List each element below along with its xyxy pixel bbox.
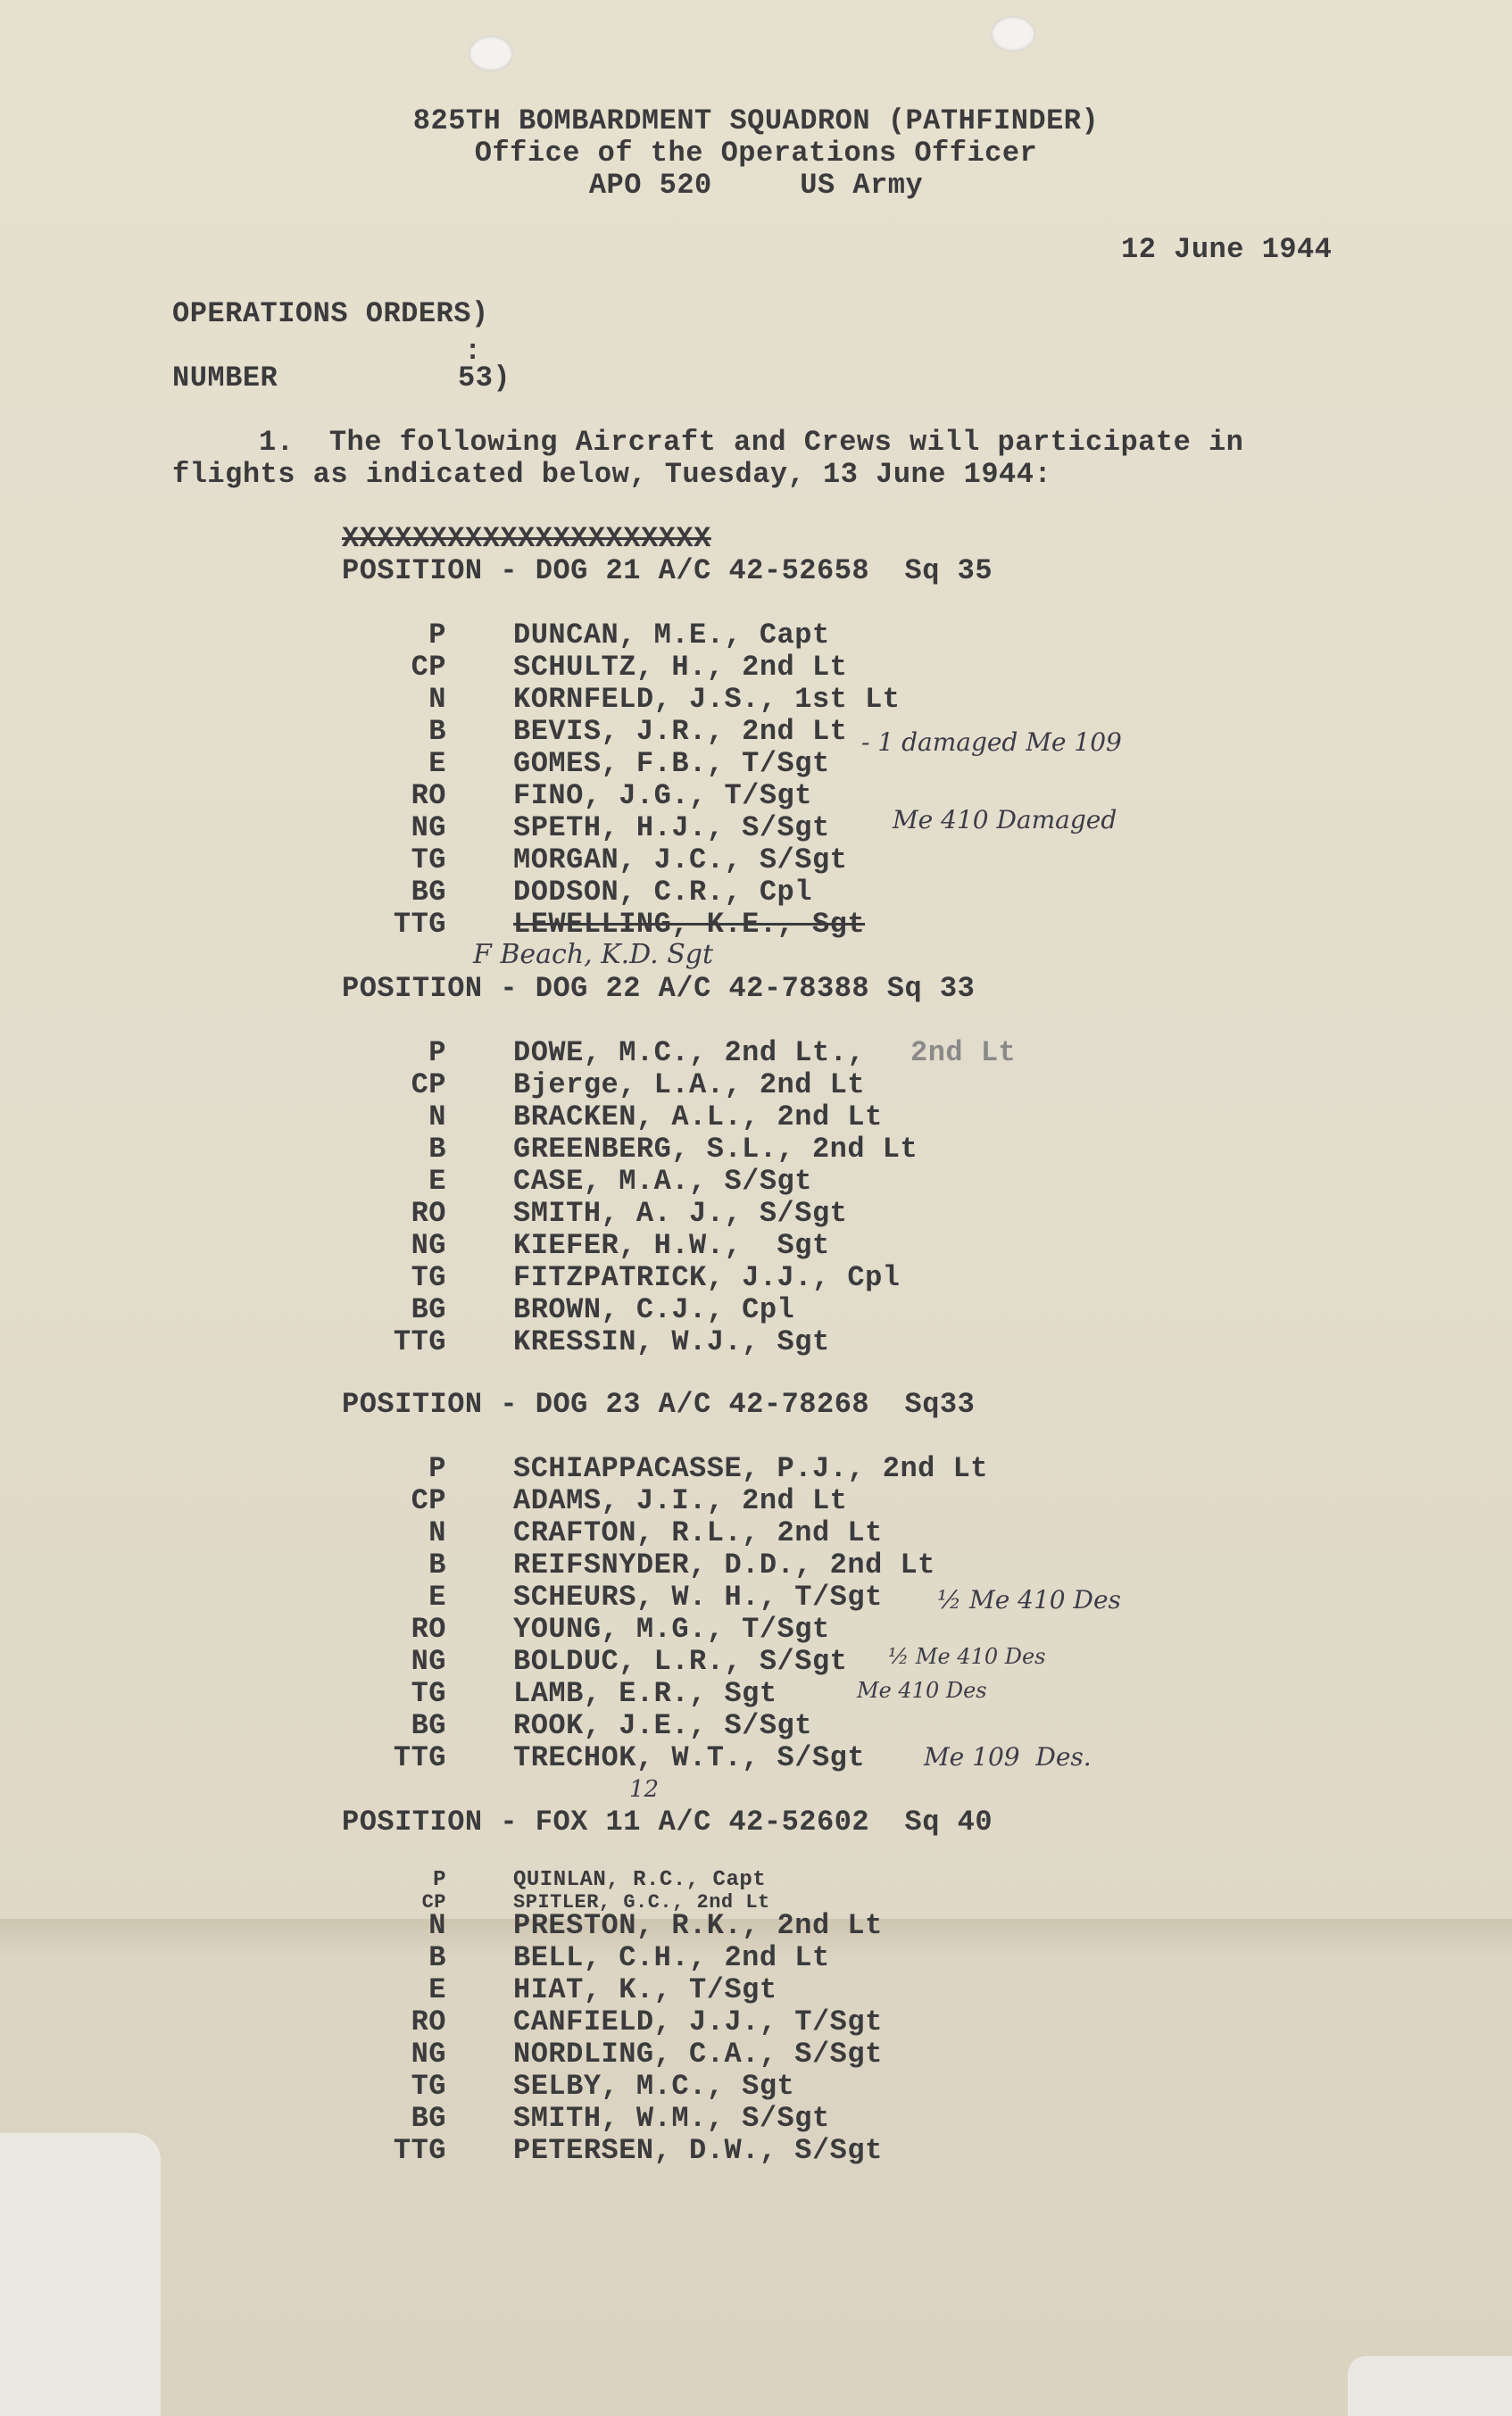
crew-role: N — [428, 1909, 446, 1942]
crew-role: CP — [411, 1068, 446, 1101]
crew-role: E — [428, 1581, 446, 1614]
crew-name: CASE, M.A., S/Sgt — [513, 1165, 812, 1198]
crew-role: B — [428, 715, 446, 748]
crew-name: BELL, C.H., 2nd Lt — [513, 1941, 830, 1974]
intro-line-2: flights as indicated below, Tuesday, 13 June 1944: — [172, 458, 1052, 491]
crew-role: RO — [411, 779, 446, 812]
crew-role: CP — [421, 1891, 446, 1914]
crew-role: P — [428, 1452, 446, 1485]
crew-role: B — [428, 1941, 446, 1974]
crew-name: MORGAN, J.C., S/Sgt — [513, 843, 848, 876]
squadron-name: 825TH BOMBARDMENT SQUADRON (PATHFINDER) — [412, 104, 1100, 137]
crew-name: SPETH, H.J., S/Sgt — [513, 811, 830, 844]
crew-name: DOWE, M.C., 2nd Lt., — [513, 1036, 866, 1069]
orders-colon: : — [464, 335, 482, 368]
crew-name: SPITLER, G.C., 2nd Lt — [513, 1891, 770, 1914]
crew-name: ROOK, J.E., S/Sgt — [513, 1709, 812, 1742]
crew-name: NORDLING, C.A., S/Sgt — [513, 2038, 883, 2071]
crew-role: BG — [411, 876, 446, 909]
crew-name: BOLDUC, L.R., S/Sgt — [513, 1645, 848, 1678]
crew-name: SCHEURS, W. H., T/Sgt — [513, 1581, 883, 1614]
crew-role: TTG — [393, 1741, 446, 1774]
office-name: Office of the Operations Officer — [474, 137, 1038, 170]
number-label: NUMBER — [172, 361, 278, 394]
crew-name: SCHULTZ, H., 2nd Lt — [513, 651, 848, 684]
number-value: 53) — [458, 361, 511, 394]
crew-role: TG — [411, 1677, 446, 1710]
tissue-left — [0, 2133, 161, 2416]
handwritten-note: Me 410 Des — [857, 1678, 987, 1703]
crew-role: TG — [411, 843, 446, 876]
handwritten-note: ½ Me 410 Des — [888, 1644, 1046, 1669]
position-heading: POSITION - FOX 11 A/C 42-52602 Sq 40 — [342, 1806, 993, 1839]
handwritten-correction: 12 — [629, 1776, 660, 1803]
handwritten-note: Me 109 Des. — [924, 1742, 1092, 1772]
faded-rank: 2nd Lt — [910, 1036, 1017, 1069]
handwritten-note: Me 410 Damaged — [893, 805, 1117, 834]
crew-role: N — [428, 683, 446, 716]
crew-name: LEWELLING, K.E., Sgt — [513, 908, 866, 941]
intro-line-1: 1. The following Aircraft and Crews will participate in — [259, 426, 1244, 459]
crew-role: NG — [411, 1229, 446, 1262]
crew-role: BG — [411, 1293, 446, 1326]
crew-role: TG — [411, 2070, 446, 2103]
crew-role: TG — [411, 1261, 446, 1294]
crew-name: CRAFTON, R.L., 2nd Lt — [513, 1516, 883, 1549]
crew-name: BEVIS, J.R., 2nd Lt — [513, 715, 848, 748]
punch-hole-left — [469, 36, 513, 71]
crew-name: YOUNG, M.G., T/Sgt — [513, 1613, 830, 1646]
crew-name: SMITH, A. J., S/Sgt — [513, 1197, 848, 1230]
crew-name: QUINLAN, R.C., Capt — [513, 1868, 767, 1892]
apo-line: APO 520 US Army — [588, 169, 924, 202]
crew-role: P — [433, 1868, 446, 1892]
crew-name: KIEFER, H.W., Sgt — [513, 1229, 830, 1262]
crew-role: P — [428, 1036, 446, 1069]
crew-name: REIFSNYDER, D.D., 2nd Lt — [513, 1548, 935, 1582]
crew-name: GOMES, F.B., T/Sgt — [513, 747, 830, 780]
crew-name: GREENBERG, S.L., 2nd Lt — [513, 1133, 918, 1166]
crew-name: FITZPATRICK, J.J., Cpl — [513, 1261, 901, 1294]
tissue-right — [1348, 2356, 1512, 2416]
crew-role: CP — [411, 651, 446, 684]
crew-role: BG — [411, 1709, 446, 1742]
crew-role: RO — [411, 1197, 446, 1230]
crew-role: E — [428, 1165, 446, 1198]
handwritten-note: ½ Me 410 Des — [937, 1585, 1121, 1615]
crew-name: BROWN, C.J., Cpl — [513, 1293, 795, 1326]
crew-name: HIAT, K., T/Sgt — [513, 1973, 777, 2006]
crew-role: RO — [411, 2005, 446, 2038]
crew-name: DODSON, C.R., Cpl — [513, 876, 812, 909]
crew-role: P — [428, 619, 446, 652]
crew-name: SELBY, M.C., Sgt — [513, 2070, 795, 2103]
crew-role: TTG — [393, 1325, 446, 1358]
orders-label: OPERATIONS ORDERS) — [172, 297, 489, 330]
crew-role: E — [428, 747, 446, 780]
crew-role: E — [428, 1973, 446, 2006]
position-heading: POSITION - DOG 22 A/C 42-78388 Sq 33 — [342, 972, 976, 1005]
crew-role: N — [428, 1100, 446, 1133]
crew-role: TTG — [393, 2134, 446, 2167]
crew-role: B — [428, 1133, 446, 1166]
crew-name: LAMB, E.R., Sgt — [513, 1677, 777, 1710]
crew-name: SMITH, W.M., S/Sgt — [513, 2102, 830, 2135]
crew-role: TTG — [393, 908, 446, 941]
crew-role: NG — [411, 811, 446, 844]
position-heading: POSITION - DOG 21 A/C 42-52658 Sq 35 — [342, 554, 993, 587]
crew-name: KRESSIN, W.J., Sgt — [513, 1325, 830, 1358]
crew-name: DUNCAN, M.E., Capt — [513, 619, 830, 652]
punch-hole-right — [991, 16, 1035, 52]
crew-name: SCHIAPPACASSE, P.J., 2nd Lt — [513, 1452, 988, 1485]
document-date: 12 June 1944 — [1121, 233, 1333, 266]
crew-name: TRECHOK, W.T., S/Sgt — [513, 1741, 866, 1774]
crew-name: PETERSEN, D.W., S/Sgt — [513, 2134, 883, 2167]
crew-role: RO — [411, 1613, 446, 1646]
position-heading: POSITION - DOG 23 A/C 42-78268 Sq33 — [342, 1388, 976, 1421]
crew-role: NG — [411, 2038, 446, 2071]
struck-heading: XXXXXXXXXXXXXXXXXXXXX — [342, 522, 711, 555]
crew-role: NG — [411, 1645, 446, 1678]
crew-name: ADAMS, J.I., 2nd Lt — [513, 1484, 848, 1517]
crew-name: BRACKEN, A.L., 2nd Lt — [513, 1100, 883, 1133]
crew-role: N — [428, 1516, 446, 1549]
crew-role: BG — [411, 2102, 446, 2135]
handwritten-crew-replacement: F Beach, K.D. Sgt — [473, 939, 714, 970]
crew-role: B — [428, 1548, 446, 1582]
crew-role: CP — [411, 1484, 446, 1517]
handwritten-note: - 1 damaged Me 109 — [861, 727, 1122, 757]
crew-name: Bjerge, L.A., 2nd Lt — [513, 1068, 866, 1101]
crew-name: KORNFELD, J.S., 1st Lt — [513, 683, 901, 716]
crew-name: FINO, J.G., T/Sgt — [513, 779, 812, 812]
crew-name: CANFIELD, J.J., T/Sgt — [513, 2005, 883, 2038]
crew-name: PRESTON, R.K., 2nd Lt — [513, 1909, 883, 1942]
